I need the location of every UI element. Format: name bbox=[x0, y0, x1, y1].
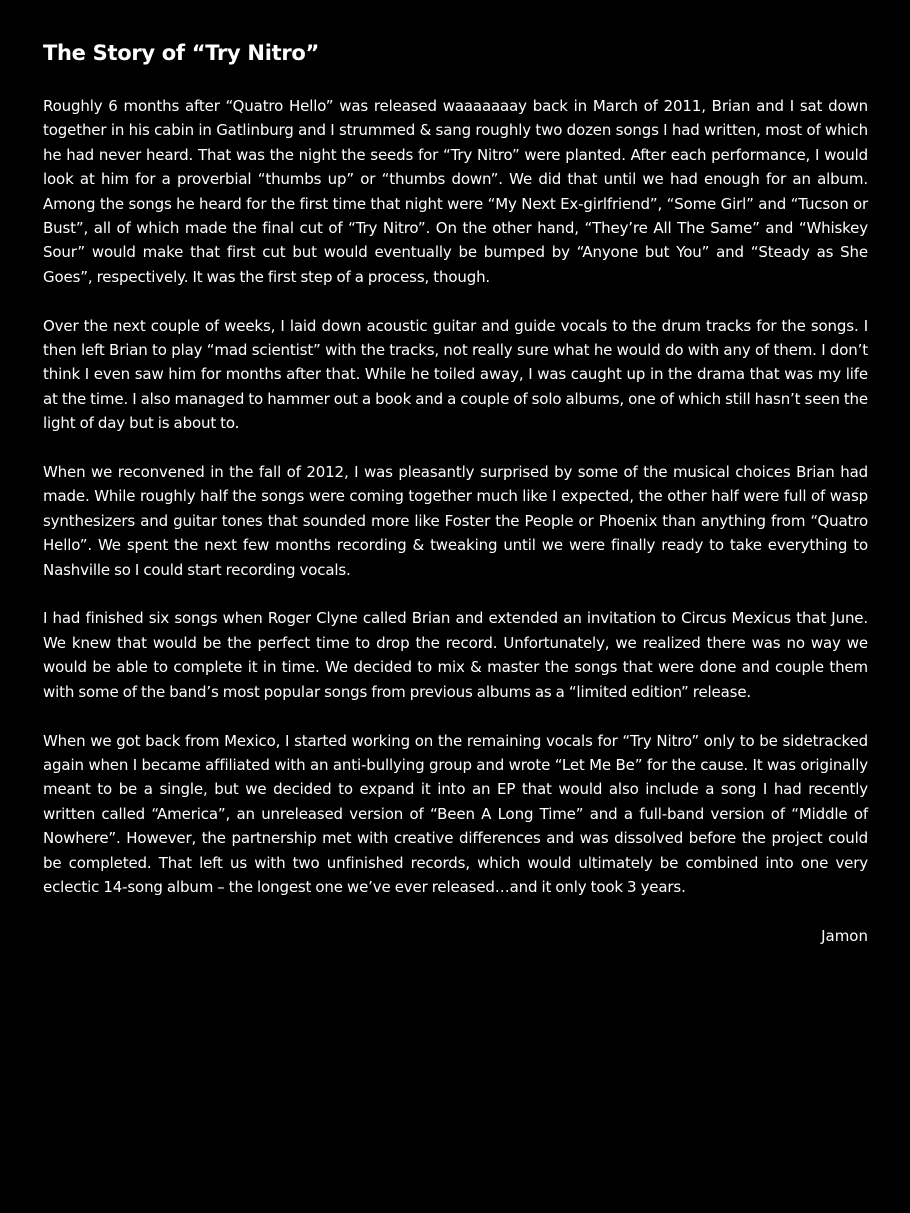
author-signature: Jamon bbox=[821, 926, 868, 945]
paragraph-4: I had finished six songs when Roger Clyne called Brian and extended an invitation to Circus Mexicus that June. We knew that would be the perfect time to drop the record. Unfortunately, we realized there was no way we would be able to complete it in time. We decided to mix & master the songs that were done and couple them with some of the band’s most popular songs from previous albums as a “limited edition” release. bbox=[43, 609, 868, 701]
paragraph-3: When we reconvened in the fall of 2012, I was pleasantly surprised by some of the musical choices Brian had made. While roughly half the songs were coming together much like I expected, the other half were full of wasp synthesizers and guitar tones that sounded more like Foster the People or Phoenix than anything from “Quatro Hello”. We spent the next few months recording & tweaking until we were finally ready to take everything to Nashville so I could start recording vocals. bbox=[43, 463, 868, 579]
document-page bbox=[43, 38, 868, 948]
paragraph-2: Over the next couple of weeks, I laid down acoustic guitar and guide vocals to the drum tracks for the songs. I then left Brian to play “mad scientist” with the tracks, not really sure what he would do with any of them. I don’t think I even saw him for months after that. While he toiled away, I was caught up in the drama that was my life at the time. I also managed to hammer out a book and a couple of solo albums, one of which still hasn’t seen the light of day but is about to. bbox=[43, 316, 868, 433]
paragraph-1: Roughly 6 months after “Quatro Hello” was released waaaaaaay back in March of 2011, Brian and I sat down together in his cabin in Gatlinburg and I strummed & sang roughly two dozen songs I had written, most of which he had never heard. That was the night the seeds for “Try Nitro” were planted. After each performance, I would look at him for a proverbial “thumbs up” or “thumbs down”. We did that until we had enough for an album. Among the songs he heard for the first time that night were “My Next Ex-girlfriend”, “Some Girl” and “Tucson or Bust”, all of which made the final cut of “Try Nitro”. On the other hand, “They’re All The Same” and “Whiskey Sour” would make that first cut but would eventually be bumped by “Anyone but You” and “Steady as She Goes”, respectively. It was the first step of a process, though. bbox=[43, 97, 868, 286]
page-title: The Story of “Try Nitro” bbox=[43, 41, 320, 65]
paragraph-5: When we got back from Mexico, I started working on the remaining vocals for “Try Nitro” only to be sidetracked again when I became affiliated with an anti-bullying group and wrote “Let Me Be” for the cause. It was originally meant to be a single, but we decided to expand it into an EP that would also include a song I had recently written called “America”, an unreleased version of “Been A Long Time” and a full-band version of “Middle of Nowhere”. However, the partnership met with creative differences and was dissolved before the project could be completed. That left us with two unfinished records, which would ultimately be combined into one very eclectic 14-song album – the longest one we’ve ever released…and it only took 3 years. bbox=[43, 731, 868, 896]
